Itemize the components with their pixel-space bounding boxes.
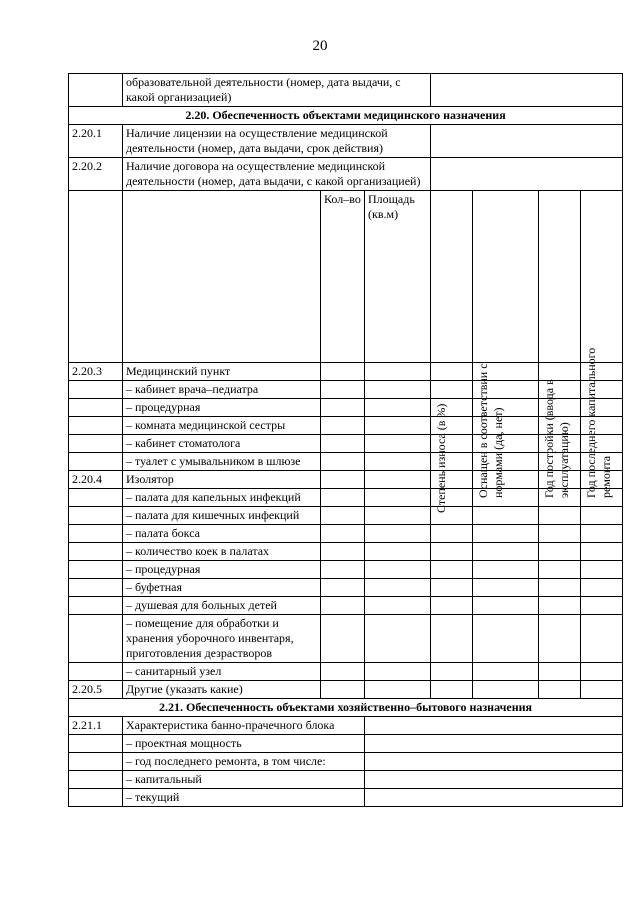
header-qty: Кол–во [321,191,365,363]
page-number: 20 [312,38,328,54]
header-wear: Степень износа (в %) [434,403,449,513]
section-row [69,107,623,125]
empty-cell [365,453,431,471]
row-text: Медицинский пункт [123,363,321,381]
empty-cell [365,663,431,681]
empty-cell [365,543,431,561]
row-text: – проектная мощность [123,735,365,753]
row-number [69,543,123,561]
table-row [69,615,623,663]
empty-cell [365,489,431,507]
row-text: образовательной деятельности (номер, дата выдачи, с какой организацией) [123,74,431,107]
household-rows [69,717,623,807]
empty-cell [365,381,431,399]
row-number [69,489,123,507]
row-number [69,579,123,597]
row-number [69,435,123,453]
empty-cell [321,579,365,597]
section-title: 2.20. Обеспеченность объектами медицинского назначения [69,107,623,125]
empty-cell [321,663,365,681]
empty-cell [581,663,623,681]
table-row [69,435,623,453]
empty-cell [321,543,365,561]
row-number: 2.20.1 [69,125,123,158]
empty-cell [321,561,365,579]
empty-cell [539,543,581,561]
table-row [69,381,623,399]
empty-cell [581,525,623,543]
row-text: – санитарный узел [123,663,321,681]
empty-cell [431,681,473,699]
row-number: 2.21.1 [69,717,123,735]
empty-cell [321,363,365,381]
table-row [69,158,623,191]
empty-cell [473,561,539,579]
row-number: 2.20.5 [69,681,123,699]
empty-cell [321,399,365,417]
empty-cell [321,435,365,453]
empty-cell [365,399,431,417]
header-equip: Оснащен в соответствии с нормами (да, нет) [476,363,506,498]
empty-cell [365,417,431,435]
table-row [69,507,623,525]
empty-cell [539,561,581,579]
header-area: Площадь (кв.м) [365,191,431,363]
empty-cell [473,597,539,615]
row-text: – палата для капельных инфекций [123,489,321,507]
facilities-table [68,73,623,807]
empty-cell [321,525,365,543]
empty-cell [431,615,473,663]
empty-cell [539,681,581,699]
table-row [69,681,623,699]
empty-cell [365,615,431,663]
row-number [69,381,123,399]
row-text: – палата для кишечных инфекций [123,507,321,525]
row-number [69,597,123,615]
row-text: – текущий [123,789,365,807]
empty-cell [365,435,431,453]
row-text: – капитальный [123,771,365,789]
row-number [69,561,123,579]
empty-cell [321,615,365,663]
table-row [69,453,623,471]
empty-cell [321,681,365,699]
header-year-built: Год постройки (ввода в эксплуатацию) [542,379,572,498]
table-row [69,525,623,543]
empty-cell [581,579,623,597]
row-text: – процедурная [123,561,321,579]
table-row [69,789,623,807]
empty-cell [431,579,473,597]
empty-cell [321,453,365,471]
row-number: 2.20.4 [69,471,123,489]
empty-cell [365,579,431,597]
empty-cell [321,417,365,435]
table-row [69,717,623,735]
empty-cell [581,507,623,525]
row-number [69,753,123,771]
empty-cell [365,789,623,807]
table-row [69,561,623,579]
header-year-repair: Год последнего капитального ремонта [584,347,614,498]
empty-cell [365,771,623,789]
row-number [69,663,123,681]
empty-cell [431,543,473,561]
empty-cell [365,471,431,489]
empty-cell [473,615,539,663]
row-number [69,399,123,417]
empty-cell [431,561,473,579]
table-row [69,399,623,417]
row-text: – душевая для больных детей [123,597,321,615]
empty-cell [473,663,539,681]
empty-cell [365,507,431,525]
row-text: – год последнего ремонта, в том числе: [123,753,365,771]
row-text: Характеристика банно-прачечного блока [123,717,365,735]
empty-cell [581,543,623,561]
medical-rows [69,363,623,699]
table-row [69,663,623,681]
row-number [69,507,123,525]
section-title: 2.21. Обеспеченность объектами хозяйственно–бытового назначения [69,699,623,717]
empty-cell [365,753,623,771]
empty-cell [365,597,431,615]
row-number [69,417,123,435]
empty-cell [473,579,539,597]
table-row [69,771,623,789]
empty-cell [365,717,623,735]
row-number [69,771,123,789]
row-text: Наличие договора на осуществление медицинской деятельности (номер, дата выдачи, с какой организацией) [123,158,431,191]
empty-cell [365,525,431,543]
empty-cell [473,543,539,561]
header-row [69,191,623,363]
empty-cell [539,615,581,663]
empty-cell [321,597,365,615]
empty-cell [365,363,431,381]
row-text: – помещение для обработки и хранения уборочного инвентаря, приготовления дезрастворов [123,615,321,663]
row-text: – количество коек в палатах [123,543,321,561]
row-text: Изолятор [123,471,321,489]
empty-cell [473,507,539,525]
row-text: – процедурная [123,399,321,417]
row-text: – кабинет стоматолога [123,435,321,453]
row-number: 2.20.2 [69,158,123,191]
table-row [69,363,623,381]
empty-cell [365,561,431,579]
table-row [69,597,623,615]
row-number: 2.20.3 [69,363,123,381]
empty-cell [473,681,539,699]
empty-cell [581,615,623,663]
table-row [69,125,623,158]
row-text: – кабинет врача–педиатра [123,381,321,399]
section-row [69,699,623,717]
empty-cell [321,489,365,507]
row-text: – туалет с умывальником в шлюзе [123,453,321,471]
empty-cell [365,735,623,753]
empty-cell [539,507,581,525]
empty-cell [431,663,473,681]
row-number [69,525,123,543]
row-text: – комната медицинской сестры [123,417,321,435]
empty-cell [321,507,365,525]
empty-cell [539,525,581,543]
row-text: – буфетная [123,579,321,597]
empty-cell [365,681,431,699]
empty-cell [473,525,539,543]
empty-cell [431,525,473,543]
row-number [69,615,123,663]
row-number [69,789,123,807]
empty-cell [431,597,473,615]
empty-cell [321,381,365,399]
table-row [69,471,623,489]
empty-cell [581,561,623,579]
row-text: – палата бокса [123,525,321,543]
row-number [69,735,123,753]
empty-cell [539,663,581,681]
empty-cell [539,579,581,597]
row-text: Другие (указать какие) [123,681,321,699]
table-row [69,543,623,561]
empty-cell [539,597,581,615]
table-row [69,489,623,507]
row-number [69,453,123,471]
empty-cell [581,681,623,699]
table-row [69,74,623,107]
table-row [69,579,623,597]
empty-cell [581,597,623,615]
table-row [69,417,623,435]
empty-cell [321,471,365,489]
table-row [69,753,623,771]
table-row [69,735,623,753]
row-text: Наличие лицензии на осуществление медицинской деятельности (номер, дата выдачи, срок действия) [123,125,431,158]
